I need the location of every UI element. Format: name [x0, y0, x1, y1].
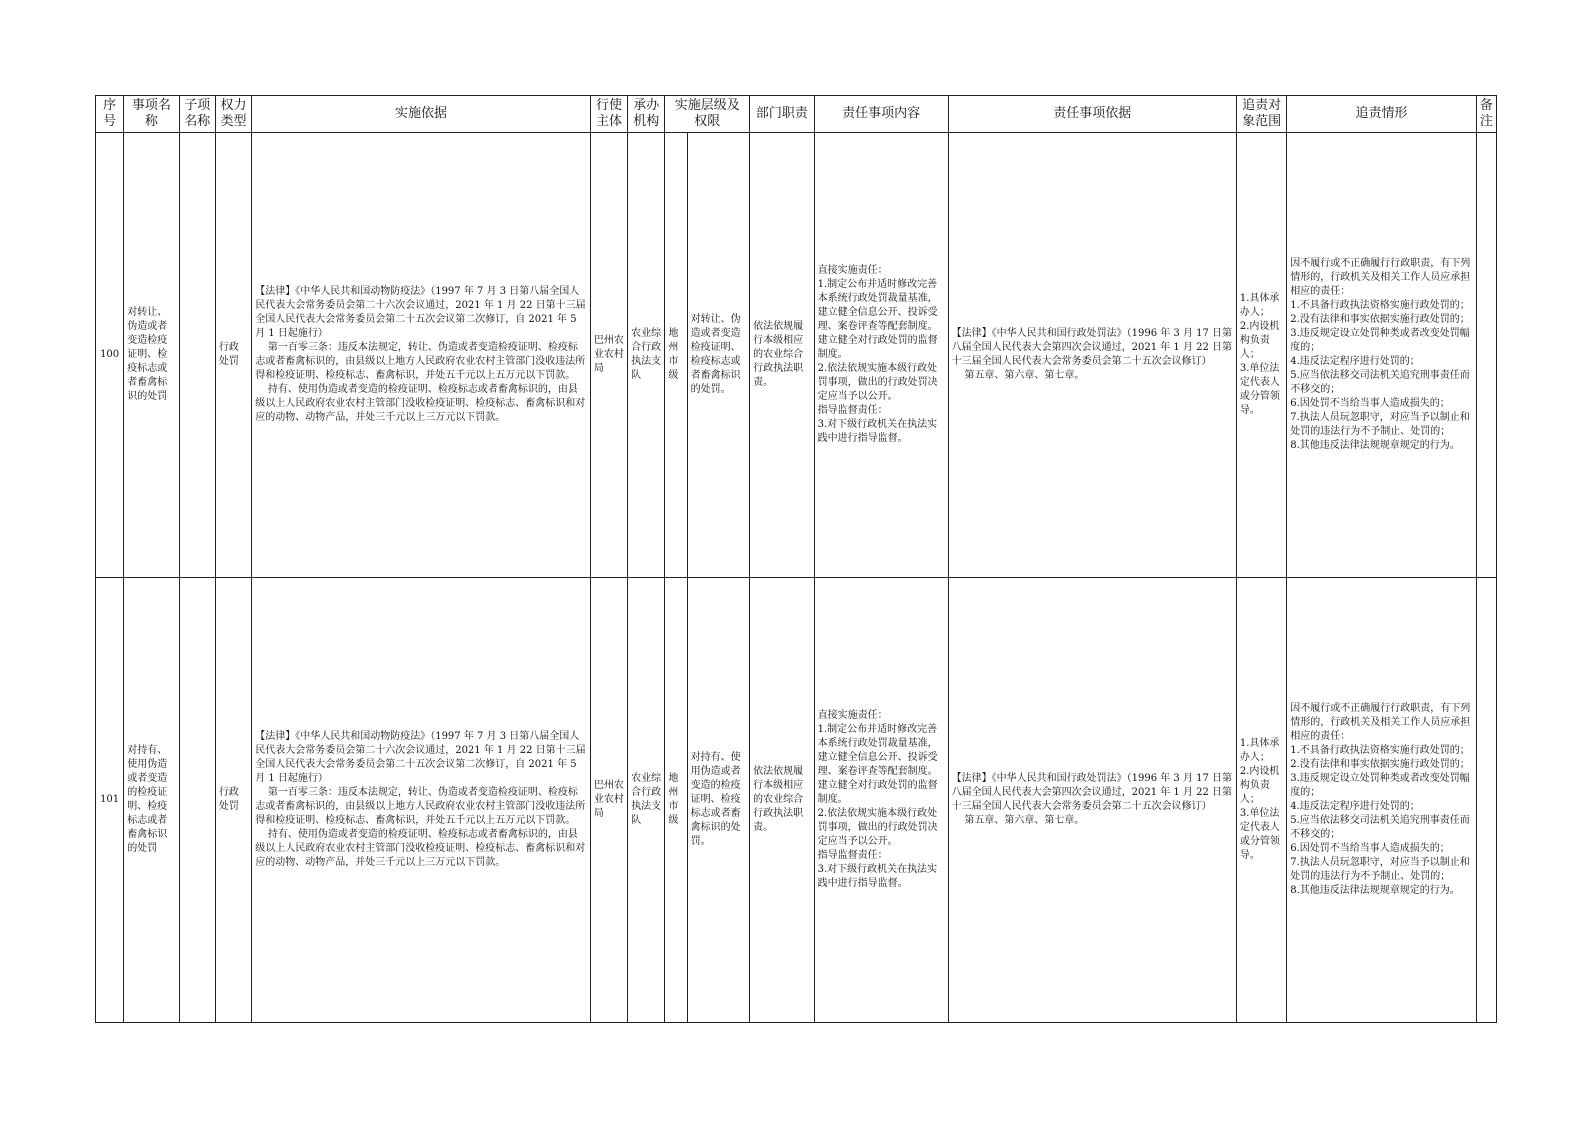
header-row [96, 96, 1497, 133]
cell-sub-item [179, 578, 215, 1023]
power-list-sheet [95, 95, 1497, 1023]
header-situation: 追责情形 [1287, 96, 1476, 133]
header-power-type: 权力类型 [215, 96, 251, 133]
cell-agency: 农业综合行政执法支队 [628, 133, 665, 578]
cell-scope: 1.具体承办人； 2.内设机构负责人； 3.单位法定代表人或分管领导。 [1236, 578, 1286, 1023]
cell-situation: 因不履行或不正确履行行政职责，有下列情形的，行政机关及相关工作人员应承担相应的责任： 1.不具备行政执法资格实施行政处罚的； 2.没有法律和事实依据实施行政处罚的； 3.违反规定设立处罚种类或者改变处罚幅度的； 4.违反法定程序进行处罚的； 5.应当依法移交司法机关追究刑事责任而不移交的； 6.因处罚不当给当事人造成损失的； 7.执法人员玩忽职守，对应当予以制止和处罚的违法行为不予制止、处罚的； 8.其他违反法律法规规章规定的行为。 [1287, 578, 1476, 1023]
cell-resp-basis: 【法律】《中华人民共和国行政处罚法》（1996 年 3 月 17 日第八届全国人民代表大会第四次会议通过，2021 年 1 月 22 日第十三届全国人民代表大会常务委员会第二十五次会议修订） 第五章、第六章、第七章。 [948, 578, 1236, 1023]
cell-subject: 巴州农业农村局 [590, 133, 627, 578]
header-scope: 追责对象范围 [1236, 96, 1286, 133]
cell-scope: 1.具体承办人； 2.内设机构负责人； 3.单位法定代表人或分管领导。 [1236, 133, 1286, 578]
cell-duty: 依法依规履行本级相应的农业综合行政执法职责。 [750, 133, 815, 578]
cell-resp-basis: 【法律】《中华人民共和国行政处罚法》（1996 年 3 月 17 日第八届全国人民代表大会第四次会议通过，2021 年 1 月 22 日第十三届全国人民代表大会常务委员会第二十五次会议修订） 第五章、第六章、第七章。 [948, 133, 1236, 578]
cell-basis: 【法律】《中华人民共和国动物防疫法》（1997 年 7 月 3 日第八届全国人民代表大会常务委员会第二十六次会议通过，2021 年 1 月 22 日第十三届全国人民代表大会常务委员会第二十五次会议第二次修订，自 2021 年 5 月 1 日起施行） 第一百零三条：违反本法规定，转让、伪造或者变造检疫证明、检疫标志或者畜禽标识的，由县级以上地方人民政府农业农村主管部门没收违法所得和检疫证明、检疫标志、畜禽标识，并处五千元以上五万元以下罚款。 持有、使用伪造或者变造的检疫证明、检疫标志或者畜禽标识的，由县级以上人民政府农业农村主管部门没收检疫证明、检疫标志、畜禽标识和对应的动物、动物产品，并处三千元以上三万元以下罚款。 [252, 578, 591, 1023]
cell-seq: 101 [96, 578, 124, 1023]
cell-item-name: 对转让、伪造或者变造检疫证明、检疫标志或者畜禽标识的处罚 [124, 133, 179, 578]
header-level: 实施层级及权限 [665, 96, 750, 133]
header-basis: 实施依据 [252, 96, 591, 133]
cell-situation: 因不履行或不正确履行行政职责，有下列情形的，行政机关及相关工作人员应承担相应的责任： 1.不具备行政执法资格实施行政处罚的； 2.没有法律和事实依据实施行政处罚的； 3.违反规定设立处罚种类或者改变处罚幅度的； 4.违反法定程序进行处罚的； 5.应当依法移交司法机关追究刑事责任而不移交的； 6.因处罚不当给当事人造成损失的； 7.执法人员玩忽职守，对应当予以制止和处罚的违法行为不予制止、处罚的； 8.其他违反法律法规规章规定的行为。 [1287, 133, 1476, 578]
cell-item-name: 对持有、使用伪造或者变造的检疫证明、检疫标志或者畜禽标识的处罚 [124, 578, 179, 1023]
header-resp-basis: 责任事项依据 [948, 96, 1236, 133]
header-agency: 承办机构 [628, 96, 665, 133]
table-row [96, 133, 1497, 578]
cell-note [1476, 133, 1496, 578]
header-resp-content: 责任事项内容 [814, 96, 948, 133]
cell-resp-content: 直接实施责任： 1.制定公布并适时修改完善本系统行政处罚裁量基准，建立健全信息公开、投诉受理、案卷评查等配套制度。建立健全对行政处罚的监督制度。 2.依法依规实施本级行政处罚事项，做出的行政处罚决定应当予以公开。 指导监督责任： 3.对下级行政机关在执法实践中进行指导监督。 [814, 578, 948, 1023]
cell-seq: 100 [96, 133, 124, 578]
cell-resp-content: 直接实施责任： 1.制定公布并适时修改完善本系统行政处罚裁量基准，建立健全信息公开、投诉受理、案卷评查等配套制度。建立健全对行政处罚的监督制度。 2.依法依规实施本级行政处罚事项，做出的行政处罚决定应当予以公开。 指导监督责任： 3.对下级行政机关在执法实践中进行指导监督。 [814, 133, 948, 578]
cell-power-type: 行政处罚 [215, 133, 251, 578]
header-item-name: 事项名称 [124, 96, 179, 133]
cell-duty: 依法依规履行本级相应的农业综合行政执法职责。 [750, 578, 815, 1023]
cell-sub-item [179, 133, 215, 578]
header-seq: 序号 [96, 96, 124, 133]
cell-agency: 农业综合行政执法支队 [628, 578, 665, 1023]
header-duty: 部门职责 [750, 96, 815, 133]
cell-subject: 巴州农业农村局 [590, 578, 627, 1023]
cell-level: 地州市级 [665, 133, 687, 578]
header-subject: 行使主体 [590, 96, 627, 133]
cell-power-type: 行政处罚 [215, 578, 251, 1023]
header-note: 备注 [1476, 96, 1496, 133]
power-list-table [95, 95, 1497, 1023]
cell-note [1476, 578, 1496, 1023]
cell-level-detail: 对转让、伪造或者变造检疫证明、检疫标志或者畜禽标识的处罚。 [687, 133, 750, 578]
cell-level-detail: 对持有、使用伪造或者变造的检疫证明、检疫标志或者畜禽标识的处罚。 [687, 578, 750, 1023]
cell-level: 地州市级 [665, 578, 687, 1023]
cell-basis: 【法律】《中华人民共和国动物防疫法》（1997 年 7 月 3 日第八届全国人民代表大会常务委员会第二十六次会议通过，2021 年 1 月 22 日第十三届全国人民代表大会常务委员会第二十五次会议第二次修订，自 2021 年 5 月 1 日起施行） 第一百零三条：违反本法规定，转让、伪造或者变造检疫证明、检疫标志或者畜禽标识的，由县级以上地方人民政府农业农村主管部门没收违法所得和检疫证明、检疫标志、畜禽标识，并处五千元以上五万元以下罚款。 持有、使用伪造或者变造的检疫证明、检疫标志或者畜禽标识的，由县级以上人民政府农业农村主管部门没收检疫证明、检疫标志、畜禽标识和对应的动物、动物产品，并处三千元以上三万元以下罚款。 [252, 133, 591, 578]
header-sub-item: 子项名称 [179, 96, 215, 133]
table-row [96, 578, 1497, 1023]
